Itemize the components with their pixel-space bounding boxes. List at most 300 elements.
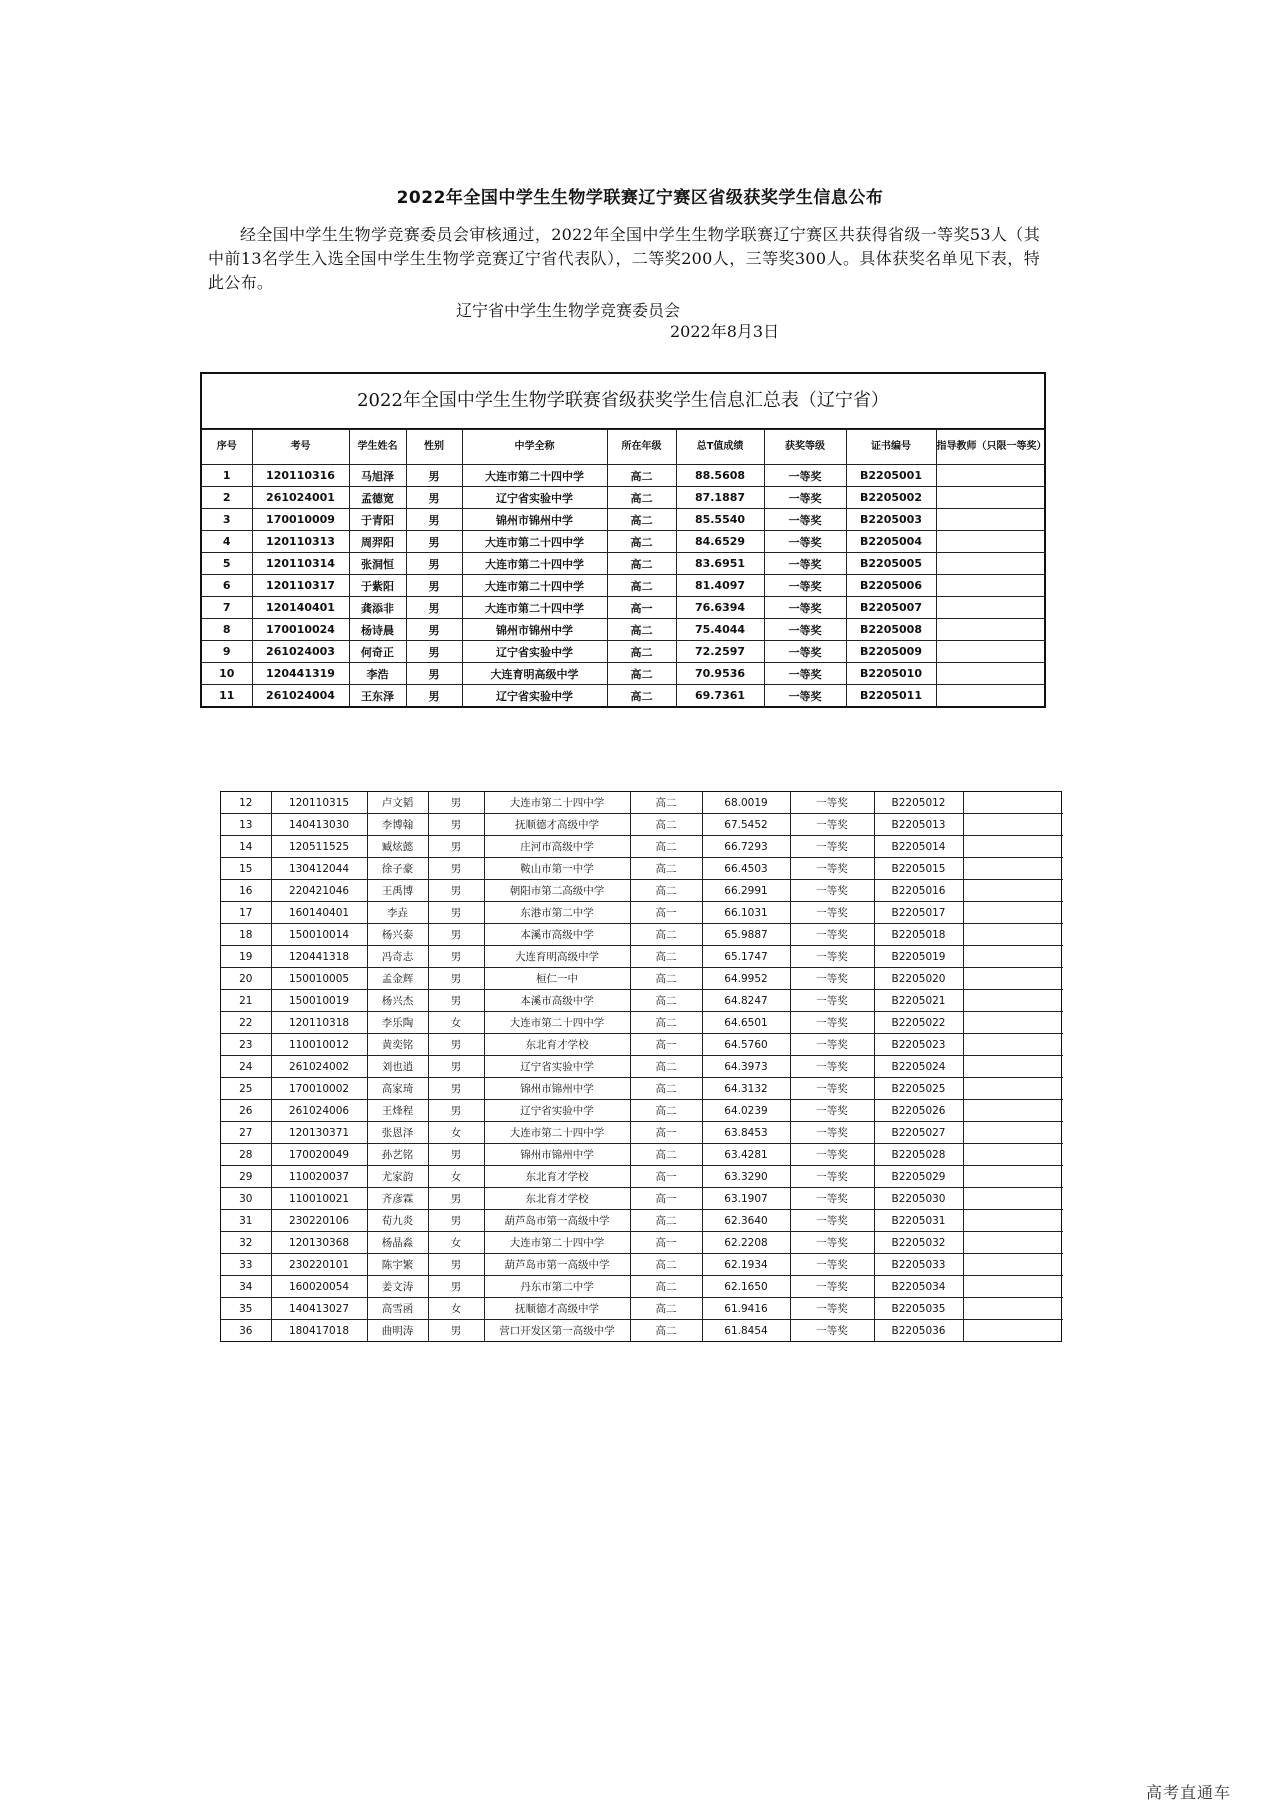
school-cell: 辽宁省实验中学 [462,487,607,509]
grade-cell: 高一 [607,597,676,619]
gender-cell: 男 [406,641,462,663]
award-level-cell: 一等奖 [790,858,874,880]
grade-cell: 高二 [607,641,676,663]
table-row [221,990,1063,1012]
certificate-number-cell: B2205023 [874,1034,963,1056]
school-cell: 辽宁省实验中学 [484,1056,630,1078]
table-row [202,597,1046,619]
teacher-cell [963,1100,1063,1122]
teacher-cell [963,1078,1063,1100]
teacher-cell [963,858,1063,880]
gender-cell: 男 [428,1254,484,1276]
award-level-cell: 一等奖 [764,465,846,487]
school-cell: 鞍山市第一中学 [484,858,630,880]
gender-cell: 男 [428,946,484,968]
score-cell: 66.4503 [702,858,790,880]
certificate-number-cell: B2205009 [846,641,936,663]
student-name-cell: 王禹博 [367,880,428,902]
gender-cell: 男 [428,1034,484,1056]
certificate-number-cell: B2205030 [874,1188,963,1210]
grade-cell: 高一 [630,1232,702,1254]
exam-number-cell: 120441318 [271,946,367,968]
table-row [221,1166,1063,1188]
certificate-number-cell: B2205006 [846,575,936,597]
grade-cell: 高一 [630,902,702,924]
score-cell: 62.2208 [702,1232,790,1254]
award-level-cell: 一等奖 [764,663,846,685]
grade-cell: 高一 [630,1034,702,1056]
index-cell: 1 [202,465,252,487]
exam-number-cell: 140413030 [271,814,367,836]
student-name-cell: 杨诗晨 [349,619,406,641]
certificate-number-cell: B2205028 [874,1144,963,1166]
score-cell: 63.4281 [702,1144,790,1166]
award-level-cell: 一等奖 [790,1144,874,1166]
award-level-cell: 一等奖 [790,1210,874,1232]
certificate-number-cell: B2205018 [874,924,963,946]
teacher-cell [936,553,1046,575]
table-row [221,858,1063,880]
student-name-cell: 马旭泽 [349,465,406,487]
certificate-number-cell: B2205035 [874,1298,963,1320]
table-row [221,1276,1063,1298]
award-level-cell: 一等奖 [790,1276,874,1298]
student-name-cell: 李垚 [367,902,428,924]
award-level-cell: 一等奖 [790,1188,874,1210]
gender-cell: 男 [428,924,484,946]
teacher-cell [963,1320,1063,1342]
score-cell: 63.8453 [702,1122,790,1144]
gender-cell: 男 [406,487,462,509]
grade-cell: 高二 [607,531,676,553]
gender-cell: 男 [406,619,462,641]
teacher-cell [963,924,1063,946]
award-level-cell: 一等奖 [790,1122,874,1144]
grade-cell: 高二 [607,509,676,531]
student-name-cell: 荀九炎 [367,1210,428,1232]
teacher-cell [963,1056,1063,1078]
table-row [221,1254,1063,1276]
award-level-cell: 一等奖 [790,924,874,946]
certificate-number-cell: B2205004 [846,531,936,553]
award-level-cell: 一等奖 [764,553,846,575]
exam-number-cell: 120110315 [271,792,367,814]
index-cell: 26 [221,1100,271,1122]
table-header-row [202,430,1046,465]
school-cell: 桓仁一中 [484,968,630,990]
certificate-number-cell: B2205014 [874,836,963,858]
score-cell: 64.9952 [702,968,790,990]
header-certificate-number: 证书编号 [846,430,936,465]
exam-number-cell: 230220101 [271,1254,367,1276]
score-cell: 63.3290 [702,1166,790,1188]
teacher-cell [963,968,1063,990]
gender-cell: 男 [428,858,484,880]
score-cell: 63.1907 [702,1188,790,1210]
certificate-number-cell: B2205015 [874,858,963,880]
student-name-cell: 黄奕铭 [367,1034,428,1056]
school-cell: 庄河市高级中学 [484,836,630,858]
certificate-number-cell: B2205031 [874,1210,963,1232]
school-cell: 大连市第二十四中学 [462,597,607,619]
gender-cell: 男 [428,1320,484,1342]
table-row [202,685,1046,707]
exam-number-cell: 261024003 [252,641,349,663]
grade-cell: 高二 [630,1144,702,1166]
award-level-cell: 一等奖 [790,946,874,968]
index-cell: 27 [221,1122,271,1144]
grade-cell: 高二 [607,663,676,685]
table-row [221,1012,1063,1034]
table-row [221,902,1063,924]
gender-cell: 男 [428,1210,484,1232]
gender-cell: 女 [428,1232,484,1254]
certificate-number-cell: B2205008 [846,619,936,641]
school-cell: 大连市第二十四中学 [462,465,607,487]
certificate-number-cell: B2205003 [846,509,936,531]
table-row [202,641,1046,663]
issuing-organization: 辽宁省中学生生物学竞赛委员会 [456,301,681,320]
header-gender: 性别 [406,430,462,465]
score-cell: 62.1934 [702,1254,790,1276]
school-cell: 大连育明高级中学 [462,663,607,685]
teacher-cell [936,509,1046,531]
grade-cell: 高一 [630,1188,702,1210]
award-level-cell: 一等奖 [764,641,846,663]
exam-number-cell: 120130368 [271,1232,367,1254]
student-name-cell: 杨兴泰 [367,924,428,946]
exam-number-cell: 110010012 [271,1034,367,1056]
table-row [221,1298,1063,1320]
exam-number-cell: 120511525 [271,836,367,858]
score-cell: 88.5608 [676,465,764,487]
gender-cell: 男 [428,1056,484,1078]
header-student-name: 学生姓名 [349,430,406,465]
grade-cell: 高二 [607,685,676,707]
teacher-cell [936,465,1046,487]
gender-cell: 男 [406,509,462,531]
grade-cell: 高二 [607,619,676,641]
header-teacher: 指导教师（只限一等奖） [936,430,1046,465]
index-cell: 23 [221,1034,271,1056]
exam-number-cell: 170020049 [271,1144,367,1166]
certificate-number-cell: B2205007 [846,597,936,619]
teacher-cell [963,1034,1063,1056]
award-level-cell: 一等奖 [790,1100,874,1122]
school-cell: 锦州市锦州中学 [484,1078,630,1100]
grade-cell: 高二 [630,1078,702,1100]
table-row [221,1320,1063,1342]
school-cell: 大连市第二十四中学 [462,531,607,553]
certificate-number-cell: B2205020 [874,968,963,990]
school-cell: 朝阳市第二高级中学 [484,880,630,902]
school-cell: 东北育才学校 [484,1034,630,1056]
school-cell: 锦州市锦州中学 [462,619,607,641]
school-cell: 东港市第二中学 [484,902,630,924]
student-name-cell: 刘也逍 [367,1056,428,1078]
header-school: 中学全称 [462,430,607,465]
award-level-cell: 一等奖 [790,1078,874,1100]
index-cell: 15 [221,858,271,880]
intro-paragraph: 经全国中学生生物学竞赛委员会审核通过，2022年全国中学生生物学联赛辽宁赛区共获得省级一等奖53人（其中前13名学生入选全国中学生生物学竞赛辽宁省代表队），二等奖200人，三等奖300人。具体获奖名单见下表，特此公布。 [208,225,1040,292]
teacher-cell [963,1298,1063,1320]
student-name-cell: 姜文涛 [367,1276,428,1298]
exam-number-cell: 261024004 [252,685,349,707]
index-cell: 10 [202,663,252,685]
student-name-cell: 于紫阳 [349,575,406,597]
grade-cell: 高二 [607,487,676,509]
school-cell: 葫芦岛市第一高级中学 [484,1210,630,1232]
student-name-cell: 陈宇繁 [367,1254,428,1276]
grade-cell: 高二 [630,1276,702,1298]
header-index: 序号 [202,430,252,465]
teacher-cell [963,1122,1063,1144]
award-level-cell: 一等奖 [790,1298,874,1320]
school-cell: 营口开发区第一高级中学 [484,1320,630,1342]
score-cell: 64.3973 [702,1056,790,1078]
exam-number-cell: 170010009 [252,509,349,531]
award-level-cell: 一等奖 [790,836,874,858]
school-cell: 辽宁省实验中学 [462,641,607,663]
score-cell: 84.6529 [676,531,764,553]
table-row [221,1034,1063,1056]
grade-cell: 高二 [630,880,702,902]
gender-cell: 男 [428,814,484,836]
table-row [202,465,1046,487]
table-row [202,509,1046,531]
grade-cell: 高二 [630,814,702,836]
school-cell: 丹东市第二中学 [484,1276,630,1298]
table-row [221,1188,1063,1210]
award-level-cell: 一等奖 [790,1056,874,1078]
index-cell: 29 [221,1166,271,1188]
score-cell: 87.1887 [676,487,764,509]
student-name-cell: 王东泽 [349,685,406,707]
table-row [221,1122,1063,1144]
certificate-number-cell: B2205016 [874,880,963,902]
grade-cell: 高二 [630,946,702,968]
table-row [221,946,1063,968]
award-level-cell: 一等奖 [764,487,846,509]
award-level-cell: 一等奖 [764,685,846,707]
school-cell: 东北育才学校 [484,1188,630,1210]
exam-number-cell: 160140401 [271,902,367,924]
gender-cell: 男 [428,1078,484,1100]
grade-cell: 高二 [630,1210,702,1232]
index-cell: 13 [221,814,271,836]
certificate-number-cell: B2205005 [846,553,936,575]
certificate-number-cell: B2205017 [874,902,963,924]
award-level-cell: 一等奖 [764,597,846,619]
school-cell: 辽宁省实验中学 [484,1100,630,1122]
teacher-cell [936,641,1046,663]
school-cell: 大连市第二十四中学 [462,553,607,575]
teacher-cell [963,1232,1063,1254]
teacher-cell [963,880,1063,902]
index-cell: 8 [202,619,252,641]
index-cell: 33 [221,1254,271,1276]
certificate-number-cell: B2205032 [874,1232,963,1254]
award-level-cell: 一等奖 [764,619,846,641]
certificate-number-cell: B2205026 [874,1100,963,1122]
certificate-number-cell: B2205013 [874,814,963,836]
score-cell: 85.5540 [676,509,764,531]
award-level-cell: 一等奖 [790,1232,874,1254]
teacher-cell [936,685,1046,707]
score-cell: 62.1650 [702,1276,790,1298]
student-name-cell: 卢文韬 [367,792,428,814]
score-cell: 83.6951 [676,553,764,575]
certificate-number-cell: B2205002 [846,487,936,509]
student-name-cell: 孙艺铭 [367,1144,428,1166]
grade-cell: 高二 [607,553,676,575]
index-cell: 11 [202,685,252,707]
index-cell: 18 [221,924,271,946]
index-cell: 20 [221,968,271,990]
student-name-cell: 李博翰 [367,814,428,836]
table-row [221,1232,1063,1254]
score-cell: 66.1031 [702,902,790,924]
certificate-number-cell: B2205025 [874,1078,963,1100]
table-row [221,1056,1063,1078]
score-cell: 72.2597 [676,641,764,663]
header-grade: 所在年级 [607,430,676,465]
student-name-cell: 徐子豪 [367,858,428,880]
teacher-cell [936,575,1046,597]
gender-cell: 男 [428,836,484,858]
score-cell: 66.7293 [702,836,790,858]
certificate-number-cell: B2205029 [874,1166,963,1188]
gender-cell: 男 [428,792,484,814]
teacher-cell [936,663,1046,685]
exam-number-cell: 120140401 [252,597,349,619]
school-cell: 东北育才学校 [484,1166,630,1188]
gender-cell: 女 [428,1122,484,1144]
index-cell: 16 [221,880,271,902]
certificate-number-cell: B2205033 [874,1254,963,1276]
student-name-cell: 孟金辉 [367,968,428,990]
index-cell: 6 [202,575,252,597]
school-cell: 大连市第二十四中学 [484,1012,630,1034]
teacher-cell [963,814,1063,836]
table-row [221,880,1063,902]
document-title: 2022年全国中学生生物学联赛辽宁赛区省级获奖学生信息公布 [396,188,884,208]
teacher-cell [936,619,1046,641]
index-cell: 21 [221,990,271,1012]
grade-cell: 高二 [630,968,702,990]
teacher-cell [963,836,1063,858]
exam-number-cell: 110020037 [271,1166,367,1188]
grade-cell: 高二 [630,924,702,946]
student-name-cell: 王烽程 [367,1100,428,1122]
exam-number-cell: 120110317 [252,575,349,597]
gender-cell: 男 [428,968,484,990]
score-cell: 81.4097 [676,575,764,597]
exam-number-cell: 261024002 [271,1056,367,1078]
index-cell: 30 [221,1188,271,1210]
student-name-cell: 杨晶淼 [367,1232,428,1254]
student-name-cell: 冯奇志 [367,946,428,968]
score-cell: 65.1747 [702,946,790,968]
table-row [221,1100,1063,1122]
index-cell: 7 [202,597,252,619]
school-cell: 抚顺德才高级中学 [484,814,630,836]
school-cell: 本溪市高级中学 [484,924,630,946]
gender-cell: 男 [428,880,484,902]
score-cell: 67.5452 [702,814,790,836]
index-cell: 5 [202,553,252,575]
index-cell: 24 [221,1056,271,1078]
index-cell: 25 [221,1078,271,1100]
header-award-level: 获奖等级 [764,430,846,465]
teacher-cell [963,1254,1063,1276]
score-cell: 66.2991 [702,880,790,902]
teacher-cell [936,531,1046,553]
teacher-cell [963,1144,1063,1166]
certificate-number-cell: B2205012 [874,792,963,814]
exam-number-cell: 120110316 [252,465,349,487]
score-cell: 69.7361 [676,685,764,707]
certificate-number-cell: B2205001 [846,465,936,487]
score-cell: 64.6501 [702,1012,790,1034]
exam-number-cell: 170010002 [271,1078,367,1100]
gender-cell: 男 [428,1188,484,1210]
award-level-cell: 一等奖 [790,902,874,924]
school-cell: 大连市第二十四中学 [484,1232,630,1254]
student-name-cell: 齐彦霖 [367,1188,428,1210]
exam-number-cell: 261024001 [252,487,349,509]
issue-date: 2022年8月3日 [670,322,780,341]
grade-cell: 高二 [630,1298,702,1320]
score-cell: 61.8454 [702,1320,790,1342]
score-cell: 61.9416 [702,1298,790,1320]
score-cell: 76.6394 [676,597,764,619]
score-cell: 68.0019 [702,792,790,814]
table-row [221,814,1063,836]
school-cell: 锦州市锦州中学 [484,1144,630,1166]
index-cell: 3 [202,509,252,531]
exam-number-cell: 150010014 [271,924,367,946]
gender-cell: 男 [428,990,484,1012]
award-level-cell: 一等奖 [790,1034,874,1056]
student-name-cell: 何奇正 [349,641,406,663]
student-name-cell: 高家琦 [367,1078,428,1100]
exam-number-cell: 170010024 [252,619,349,641]
certificate-number-cell: B2205034 [874,1276,963,1298]
index-cell: 19 [221,946,271,968]
student-name-cell: 李乐陶 [367,1012,428,1034]
grade-cell: 高二 [630,990,702,1012]
school-cell: 抚顺德才高级中学 [484,1298,630,1320]
gender-cell: 女 [428,1298,484,1320]
score-cell: 70.9536 [676,663,764,685]
award-level-cell: 一等奖 [764,509,846,531]
index-cell: 4 [202,531,252,553]
teacher-cell [963,990,1063,1012]
index-cell: 22 [221,1012,271,1034]
certificate-number-cell: B2205010 [846,663,936,685]
gender-cell: 男 [428,1144,484,1166]
table-row [221,968,1063,990]
student-name-cell: 龚添非 [349,597,406,619]
school-cell: 本溪市高级中学 [484,990,630,1012]
gender-cell: 男 [428,1100,484,1122]
award-level-cell: 一等奖 [790,1166,874,1188]
student-name-cell: 张洞恒 [349,553,406,575]
table-row [221,1078,1063,1100]
table-row [221,1144,1063,1166]
certificate-number-cell: B2205011 [846,685,936,707]
